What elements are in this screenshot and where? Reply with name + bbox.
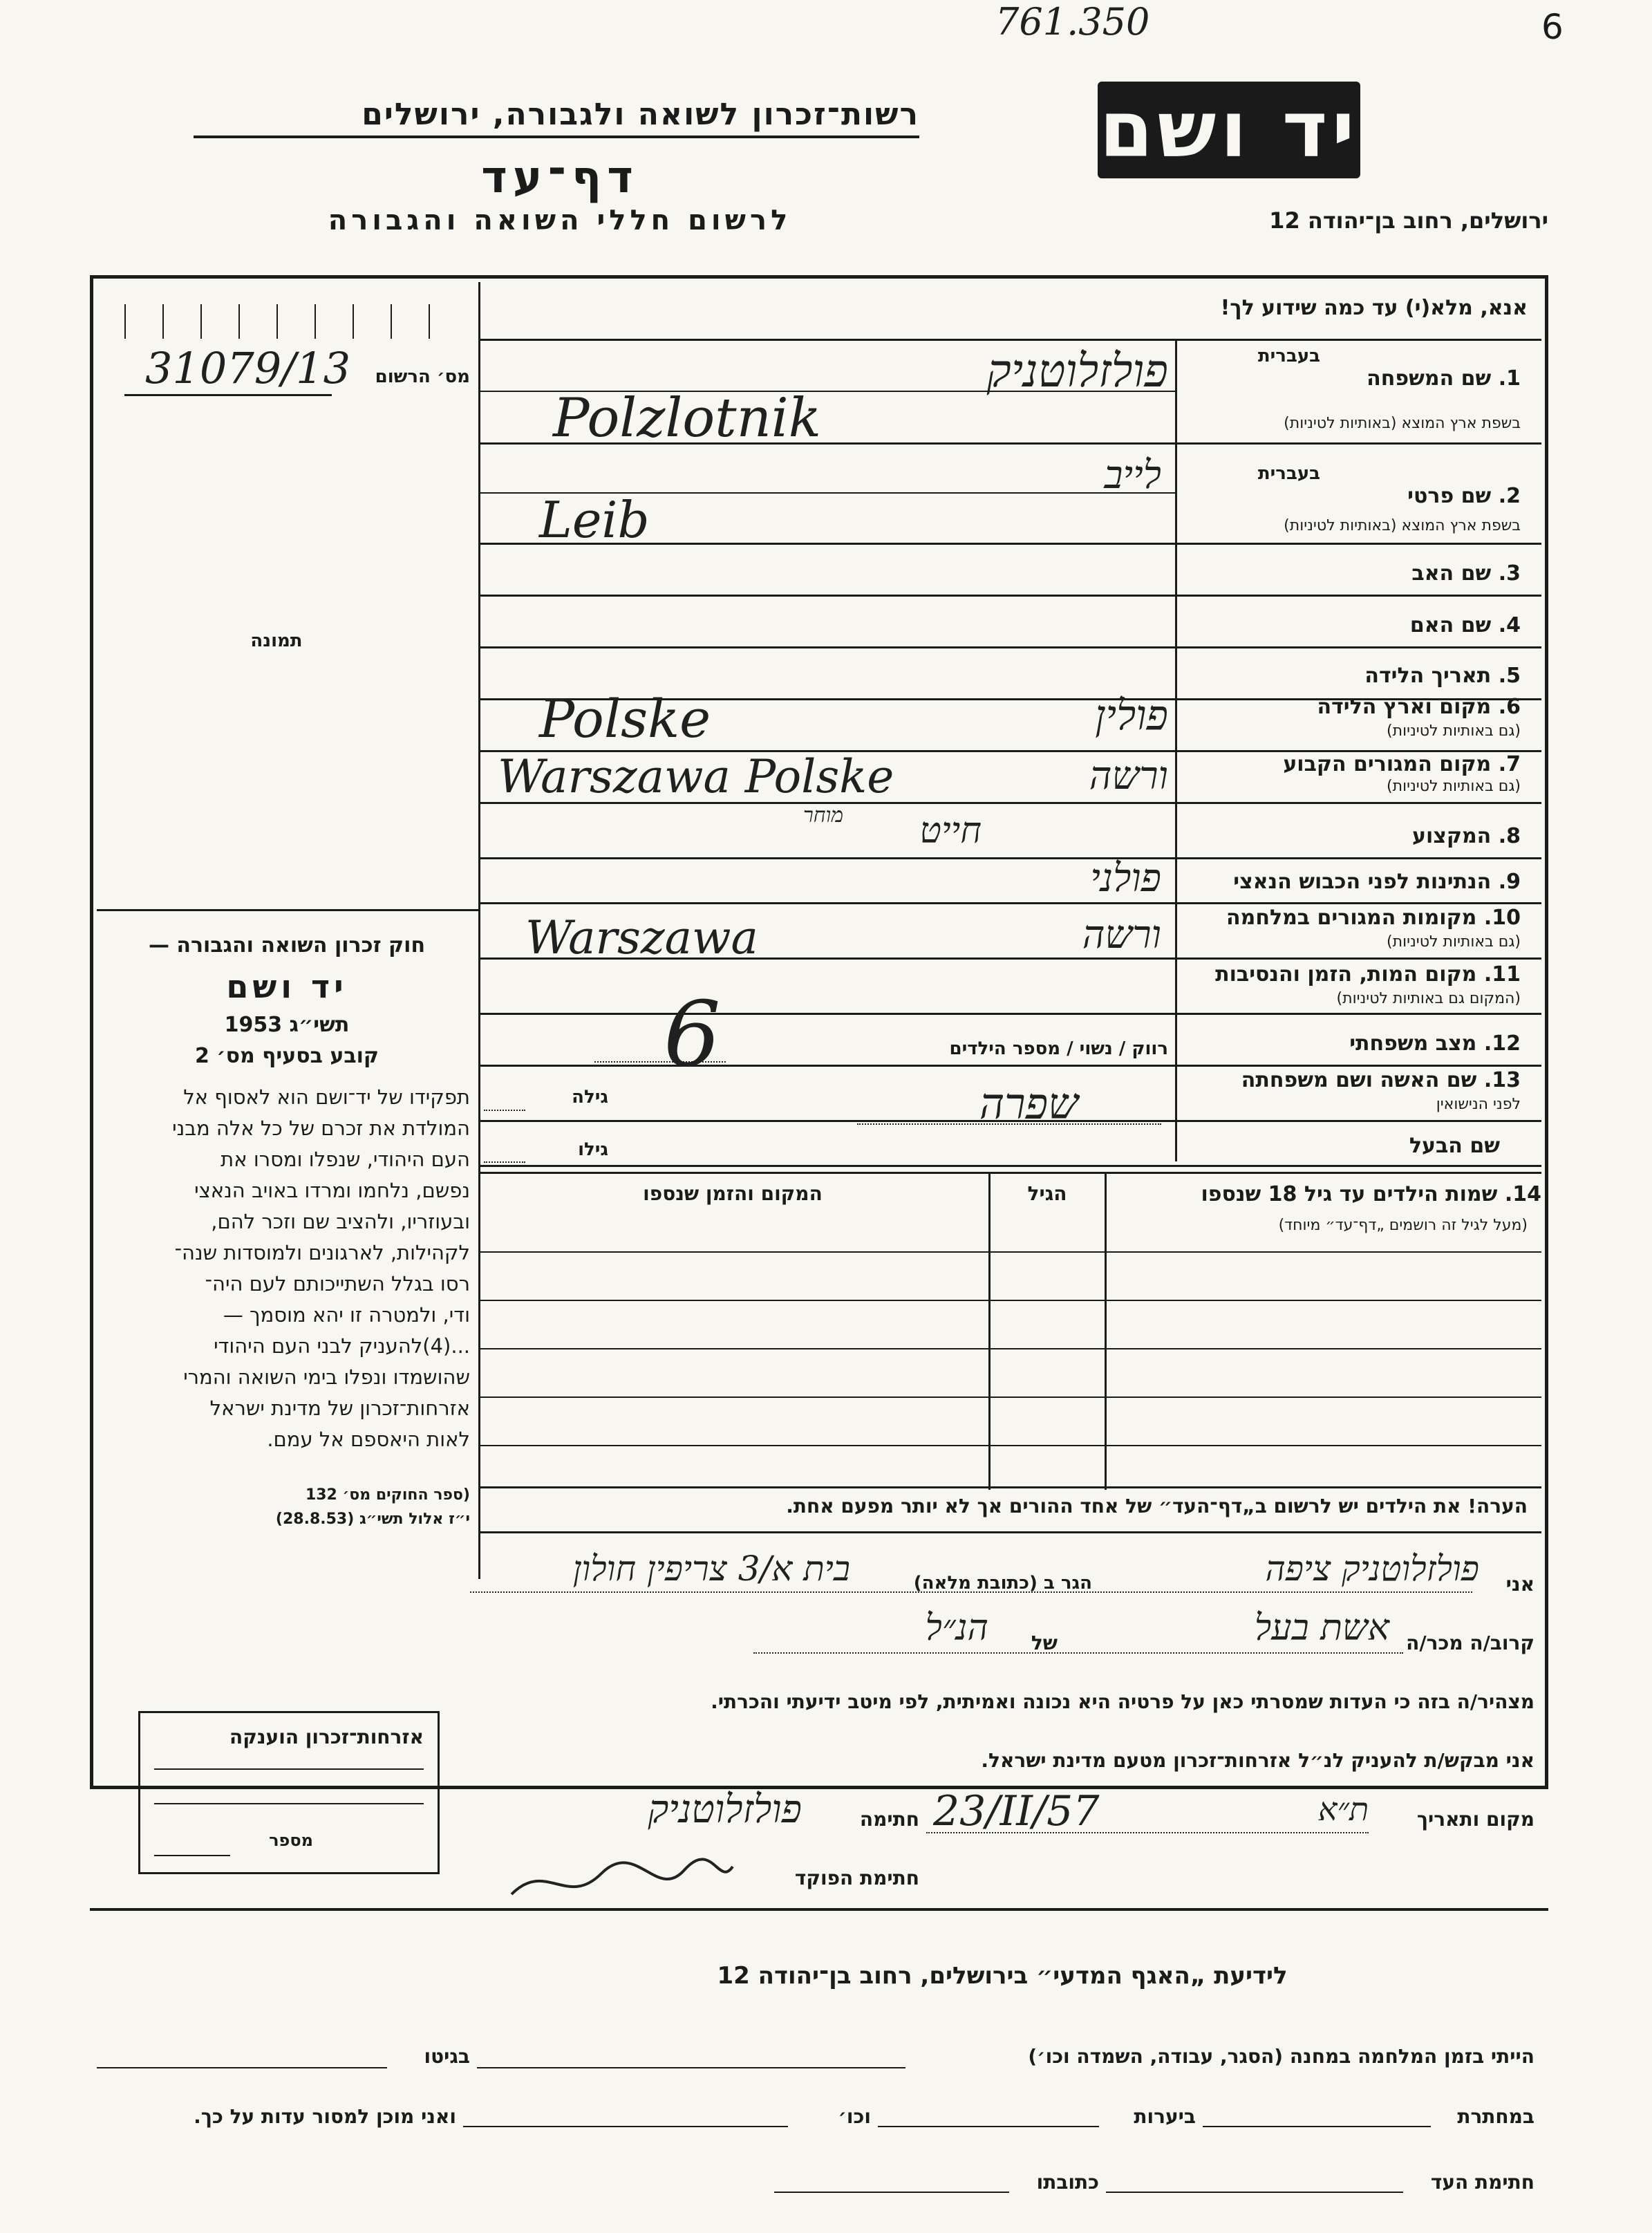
nationality-value: פולני (1090, 856, 1161, 901)
surname-hebrew: פולזלוטניק (986, 344, 1168, 398)
field-11-sub: (המקום גם באותיות לטיניות) (1336, 990, 1521, 1007)
bottom-line2-c: וכו׳ (838, 2105, 871, 2128)
law-line: אזרחות־זכרון של מדינת ישראל (209, 1396, 470, 1420)
bottom-line1-b: בגיטו (424, 2045, 470, 2068)
decl-place-date-label: מקום ותאריך (1416, 1808, 1534, 1831)
record-ticks (124, 304, 470, 346)
certificate-number-label: מספר (269, 1831, 313, 1850)
bottom-line2-d: ואני מוכן למסור עדות על כך. (194, 2105, 456, 2128)
note: הערה! את הילדים יש לרשום ב„דף־העד״ של אחד ההורים אך לא יותר מפעם אחת. (786, 1495, 1528, 1517)
children-col-age: הגיל (1027, 1182, 1067, 1205)
field-2-label: 2. שם פרטי (1407, 484, 1521, 508)
children-count: 6 (664, 982, 721, 1087)
decl-signature: פולזלוטניק (648, 1787, 802, 1832)
decl-relation: אשת בעל (1254, 1607, 1389, 1649)
decl-place: ת״א (1317, 1791, 1369, 1828)
law-line: ...(4)להעניק לבני העם היהודי (214, 1334, 470, 1358)
firstname-hebrew: לייב (1104, 453, 1161, 498)
law-clause: קובע בסעיף מס׳ 2 (194, 1044, 379, 1068)
field-11-label: 11. מקום המות, הזמן והנסיבות (1215, 962, 1521, 987)
org-line: רשות־זכרון לשואה ולגבורה, ירושלים (362, 97, 919, 132)
residence-hebrew: ורשה (1089, 754, 1168, 798)
law-line: המולדת את זכרם של כל אלה מבני (172, 1116, 470, 1140)
law-line: לקהילות, לארגונים ולמוסדות שנה־ (174, 1241, 470, 1264)
bottom-line1-a: הייתי בזמן המלחמה במחנה (הסגר, עבודה, השמדה וכו׳) (1028, 2045, 1534, 2068)
field-4-label: 4. שם האם (1409, 613, 1521, 637)
children-col-place: המקום והזמן שנספו (643, 1182, 823, 1205)
field-10-sub: (גם באותיות לטיניות) (1387, 933, 1521, 951)
decl-relative-label: קרוב/ה מכר/ה (1406, 1632, 1534, 1654)
children-label: 14. שמות הילדים עד גיל 18 שנספו (1201, 1182, 1541, 1206)
bottom-info: לידיעת „האגף המדעי״ בירושלים, רחוב בן־יהודה 12 (717, 1962, 1288, 1990)
law-year: תשי״ג 1953 (224, 1013, 350, 1037)
bottom-line2-b: ביערות (1134, 2105, 1196, 2128)
law-line: לאות היאספם אל עמם. (267, 1428, 470, 1451)
children-sub: (מעל לגיל זה רושמים „דף־עד״ מיוחד) (1278, 1217, 1528, 1234)
law-title: חוק זכרון השואה והגבורה — (148, 933, 426, 957)
field-9-label: 9. הנתינות לפני הכבוש הנאצי (1233, 870, 1521, 894)
birthplace-hebrew: פולין (1095, 691, 1168, 740)
law-line: תפקידו של יד־ושם הוא לאסוף אל (183, 1085, 470, 1109)
decl-statement: מצהיר/ה בזה כי העדות שמסרתי כאן על פרטיה היא נכונה ואמיתית, לפי מיטב ידיעתי והכרתי. (711, 1690, 1534, 1713)
surname-latin: Polzlotnik (553, 387, 822, 449)
occupation-value: חייט (919, 810, 982, 852)
law-source-2: י״ז אלול תשי״ג (28.8.53) (275, 1511, 470, 1528)
decl-request: אני מבקש/ת להעניק לנ״ל אזרחות־זכרון מטעם מדינת ישראל. (981, 1749, 1534, 1772)
field-1-sub: בשפת ארץ המוצא (באותיות לטיניות) (1284, 415, 1521, 432)
field-7-label: 7. מקום המגורים הקבוע (1283, 752, 1521, 776)
wartime-residence-hebrew: ורשה (1082, 913, 1161, 957)
decl-date: 23/II/57 (933, 1787, 1100, 1835)
law-line: ובעוזריו, ולהציב שם וזכר להם, (211, 1210, 470, 1233)
law-line: שהושמדו ונפלו בימי השואה והמרי (183, 1365, 470, 1389)
decl-resides-label: הגר ב (כתובת מלאה) (913, 1573, 1092, 1594)
field-12-label: 12. מצב משפחתי (1349, 1031, 1521, 1056)
decl-address: בית א/3 צריפין חולון (572, 1549, 850, 1589)
form-title: דף־עד (481, 152, 639, 203)
marital-options: רווק / נשוי / מספר הילדים (949, 1038, 1168, 1059)
bottom-line3-b: כתובתו (1036, 2171, 1099, 2194)
field-5-label: 5. תאריך הלידה (1364, 664, 1521, 688)
bottom-line2-a: במחתרת (1457, 2105, 1534, 2128)
wartime-residence-latin: Warszawa (525, 911, 758, 964)
field-1-label: 1. שם המשפחה (1367, 366, 1521, 391)
law-line: העם היהודי, שנפלו ומסרו את (220, 1148, 470, 1171)
field-8-label: 8. המקצוע (1411, 824, 1521, 848)
field-1-tag: בעברית (1257, 346, 1320, 366)
field-13-label: 13. שם האשה ושם משפחתה (1241, 1068, 1521, 1092)
decl-officer-label: חתימת הפוקד (794, 1867, 919, 1889)
field-6-label: 6. מקום וארץ הלידה (1317, 695, 1521, 719)
decl-of-value: הנ״ל (925, 1607, 988, 1649)
officer-signature-scribble (505, 1853, 740, 1908)
field-10-label: 10. מקומות המגורים במלחמה (1226, 906, 1521, 930)
husband-age-label: גילו (578, 1139, 608, 1160)
decl-name: פולזלוטניק ציפה (1265, 1549, 1479, 1589)
decl-signature-label: חתימה (859, 1808, 919, 1831)
occupation-extra: מוחר (803, 803, 843, 828)
law-source-1: (ספר החוקים מס׳ 132 (305, 1486, 470, 1504)
birthplace-latin: Polske (539, 688, 711, 749)
field-6-sub: (גם באותיות לטיניות) (1387, 722, 1521, 740)
field-7-sub: (גם באותיות לטיניות) (1387, 778, 1521, 795)
law-line: רסו בגלל השתייכותם לעם היה־ (205, 1272, 470, 1296)
husband-label: שם הבעל (1409, 1134, 1500, 1158)
law-name: יד ושם (226, 968, 348, 1005)
law-line: ודי, ולמטרה זו יהא מוסמך — (223, 1303, 470, 1327)
intro-text: אנא, מלא(י) עד כמה שידוע לך! (1220, 296, 1528, 320)
certificate-title: אזרחות־זכרון הוענקה (229, 1726, 424, 1748)
archive-number: 761.350 (995, 0, 1150, 44)
decl-i-label: אני (1505, 1573, 1534, 1596)
decl-of-label: של (1031, 1632, 1058, 1654)
field-2-tag: בעברית (1257, 463, 1320, 484)
wife-name: שפרה (979, 1078, 1078, 1129)
residence-latin: Warszawa Polske (498, 750, 894, 803)
header-address: ירושלים, רחוב בן־יהודה 12 (1269, 207, 1548, 234)
photo-label: תמונה (250, 630, 303, 651)
field-2-sub: בשפת ארץ המוצא (באותיות לטיניות) (1284, 517, 1521, 534)
form-subtitle: לרשום חללי השואה והגבורה (328, 205, 792, 236)
yad-vashem-logo: יד ושם (1098, 82, 1360, 178)
certificate-box (138, 1711, 440, 1874)
record-number-label: מס׳ הרשום (375, 366, 470, 387)
law-text (104, 1082, 470, 1455)
bottom-line3-a: חתימת העד (1430, 2171, 1534, 2194)
firstname-latin: Leib (539, 491, 650, 549)
field-13-sub: לפני הנישואין (1436, 1096, 1521, 1113)
corner-mark: 6 (1541, 7, 1564, 47)
record-number-value: 31079/13 (145, 343, 351, 393)
wife-age-label: גילה (572, 1087, 608, 1108)
field-3-label: 3. שם האב (1411, 561, 1521, 586)
law-line: נפשם, נלחמו ומרדו באויב הנאצי (194, 1179, 470, 1202)
